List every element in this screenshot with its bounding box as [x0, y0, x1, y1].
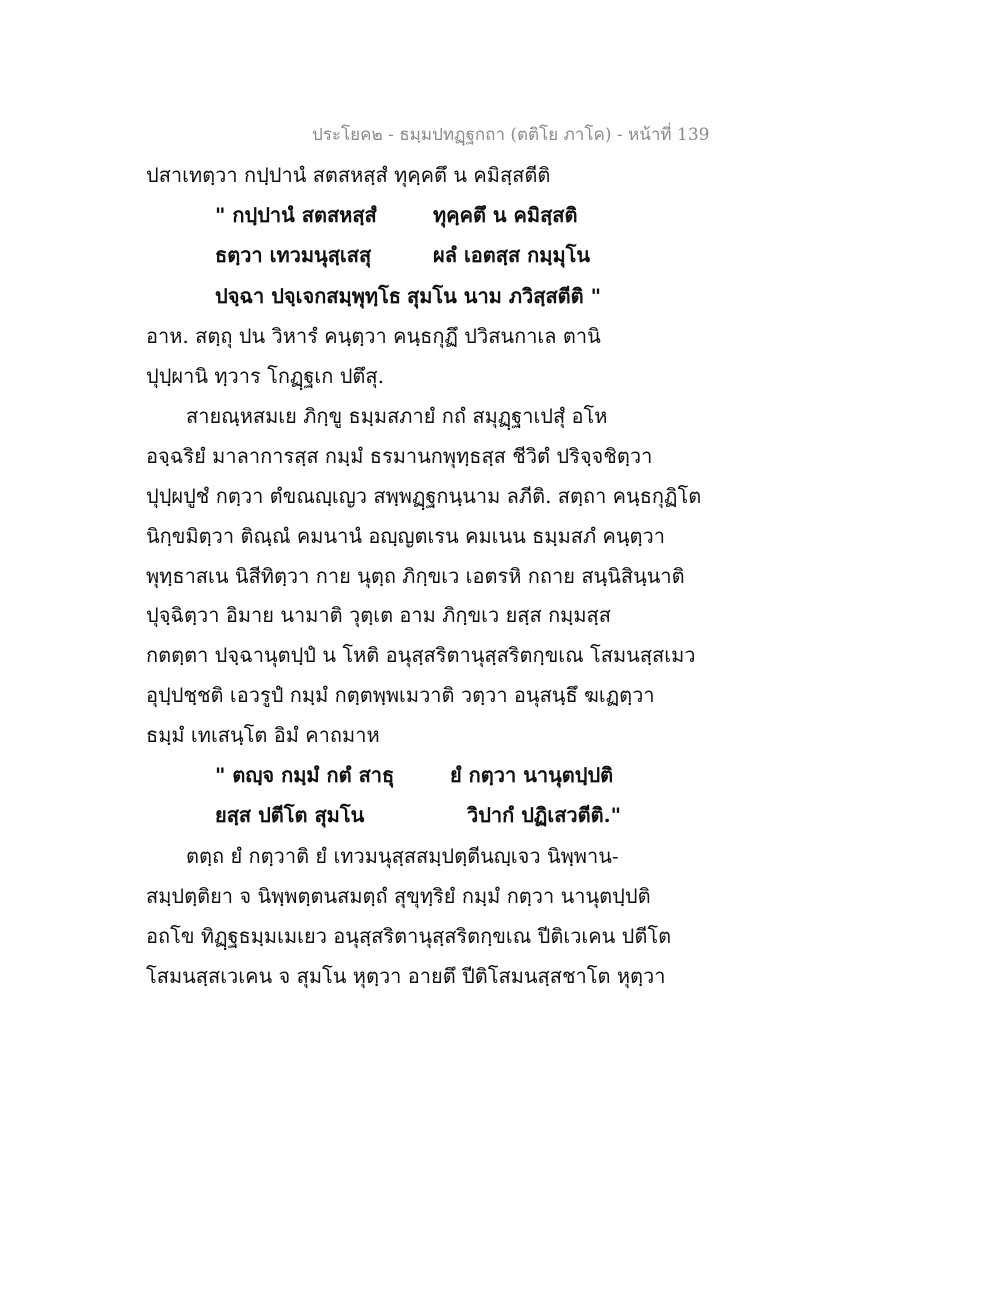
verse-line [0, 281, 1000, 311]
verse-first-half: ธตฺวา เทวมนุสฺเสสุ [215, 243, 372, 267]
verse-first-half: ปจฺฉา ปจฺเจกสมฺพุทฺโธ [215, 284, 402, 308]
text-line: นิกฺขมิตฺวา ติณฺณํ คมนานํ อญฺญตเรน คมเนน ธมฺมสภํ คนฺตฺวา [146, 524, 666, 548]
text-line: สมฺปตฺติยา จ นิพฺพตฺตนสมตฺถํ สุขุทฺริยํ กมฺมํ กตฺวา นานุตปฺปติ [146, 884, 651, 908]
verse-second-half: ผลํ เอตสฺส กมฺมุโน [433, 243, 591, 267]
text-line: ปุปฺผปูชํ กตฺวา ตํขณญฺเญว สพฺพฏฺฐกนฺนาม ลภีติ. สตฺถา คนฺธกุฏิโต [146, 484, 702, 508]
text-line: อถโข ทิฏฺฐธมฺมเมเยว อนุสฺสริตานุสฺสริตกฺขเณ ปีติเวเคน ปตีโต [146, 924, 672, 948]
text-line: อาห. สตฺถุ ปน วิหารํ คนฺตฺวา คนฺธกุฏึ ปวิสนกาเล ตานิ [146, 324, 601, 348]
verse-line [0, 760, 1000, 790]
text-line: กตตฺตา ปจฺฉานุตปฺปํ น โหติ อนุสฺสริตานุสฺสริตกฺขเณ โสมนสฺสเมว [146, 643, 696, 667]
verse-second-half: สุมโน นาม ภวิสฺสตีติ " [407, 284, 602, 308]
text-line: ตตฺถ ยํ กตฺวาติ ยํ เทวมนุสฺสสมฺปตฺตีนญฺเจว นิพฺพาน- [186, 844, 619, 868]
verse-second-half: ทุคฺคตึ น คมิสฺสติ [433, 203, 578, 227]
text-line: อจฺฉริยํ มาลาการสฺส กมฺมํ ธรมานกพุทฺธสฺส ชีวิตํ ปริจฺจชิตฺวา [146, 444, 653, 468]
verse-line [0, 800, 1000, 830]
text-line: ปุจฺฉิตฺวา อิมาย นามาติ วุตฺเต อาม ภิกฺขเว ยสฺส กมฺมสฺส [146, 603, 611, 627]
verse-line [0, 240, 1000, 270]
text-line: ปสาเทตฺวา กปฺปานํ สตสหสฺสํ ทุคฺคตึ น คมิสฺสตีติ [146, 163, 551, 187]
verse-first-half: " ตญฺจ กมฺมํ กตํ สาธุ [215, 763, 395, 787]
verse-second-half: ยํ กตฺวา นานุตปฺปติ [450, 763, 614, 787]
page-header: ประโยค๒ - ธมฺมปทฏฺฐกถา (ตติโย ภาโค) - หน้าที่ 139 [312, 125, 710, 145]
text-line: สายณฺหสมเย ภิกฺขู ธมฺมสภายํ กถํ สมุฏฺฐาเปสุํ อโห [186, 404, 608, 428]
verse-second-half: วิปากํ ปฏิเสวตีติ." [467, 803, 621, 827]
text-line: พุทฺธาสเน นิสีทิตฺวา กาย นุตฺถ ภิกฺขเว เอตรหิ กถาย สนฺนิสินฺนาติ [146, 564, 685, 588]
text-line: ธมฺมํ เทเสนฺโต อิมํ คาถมาห [146, 723, 380, 747]
text-line: โสมนสฺสเวเคน จ สุมโน หุตฺวา อายตึ ปีติโสมนสฺสชาโต หุตฺวา [146, 964, 666, 988]
verse-first-half: ยสฺส ปตีโต สุมโน [215, 803, 365, 827]
text-line: ปุปฺผานิ ทฺวาร โกฏฺฐเก ปตึสุ. [146, 364, 384, 388]
verse-line [0, 200, 1000, 230]
verse-first-half: " กปฺปานํ สตสหสฺสํ [215, 203, 377, 227]
text-line: อุปฺปชฺชติ เอวรูปํ กมฺมํ กตฺตพฺพเมวาติ วตฺวา อนุสนฺธึ ฆเฏตฺวา [146, 683, 655, 707]
